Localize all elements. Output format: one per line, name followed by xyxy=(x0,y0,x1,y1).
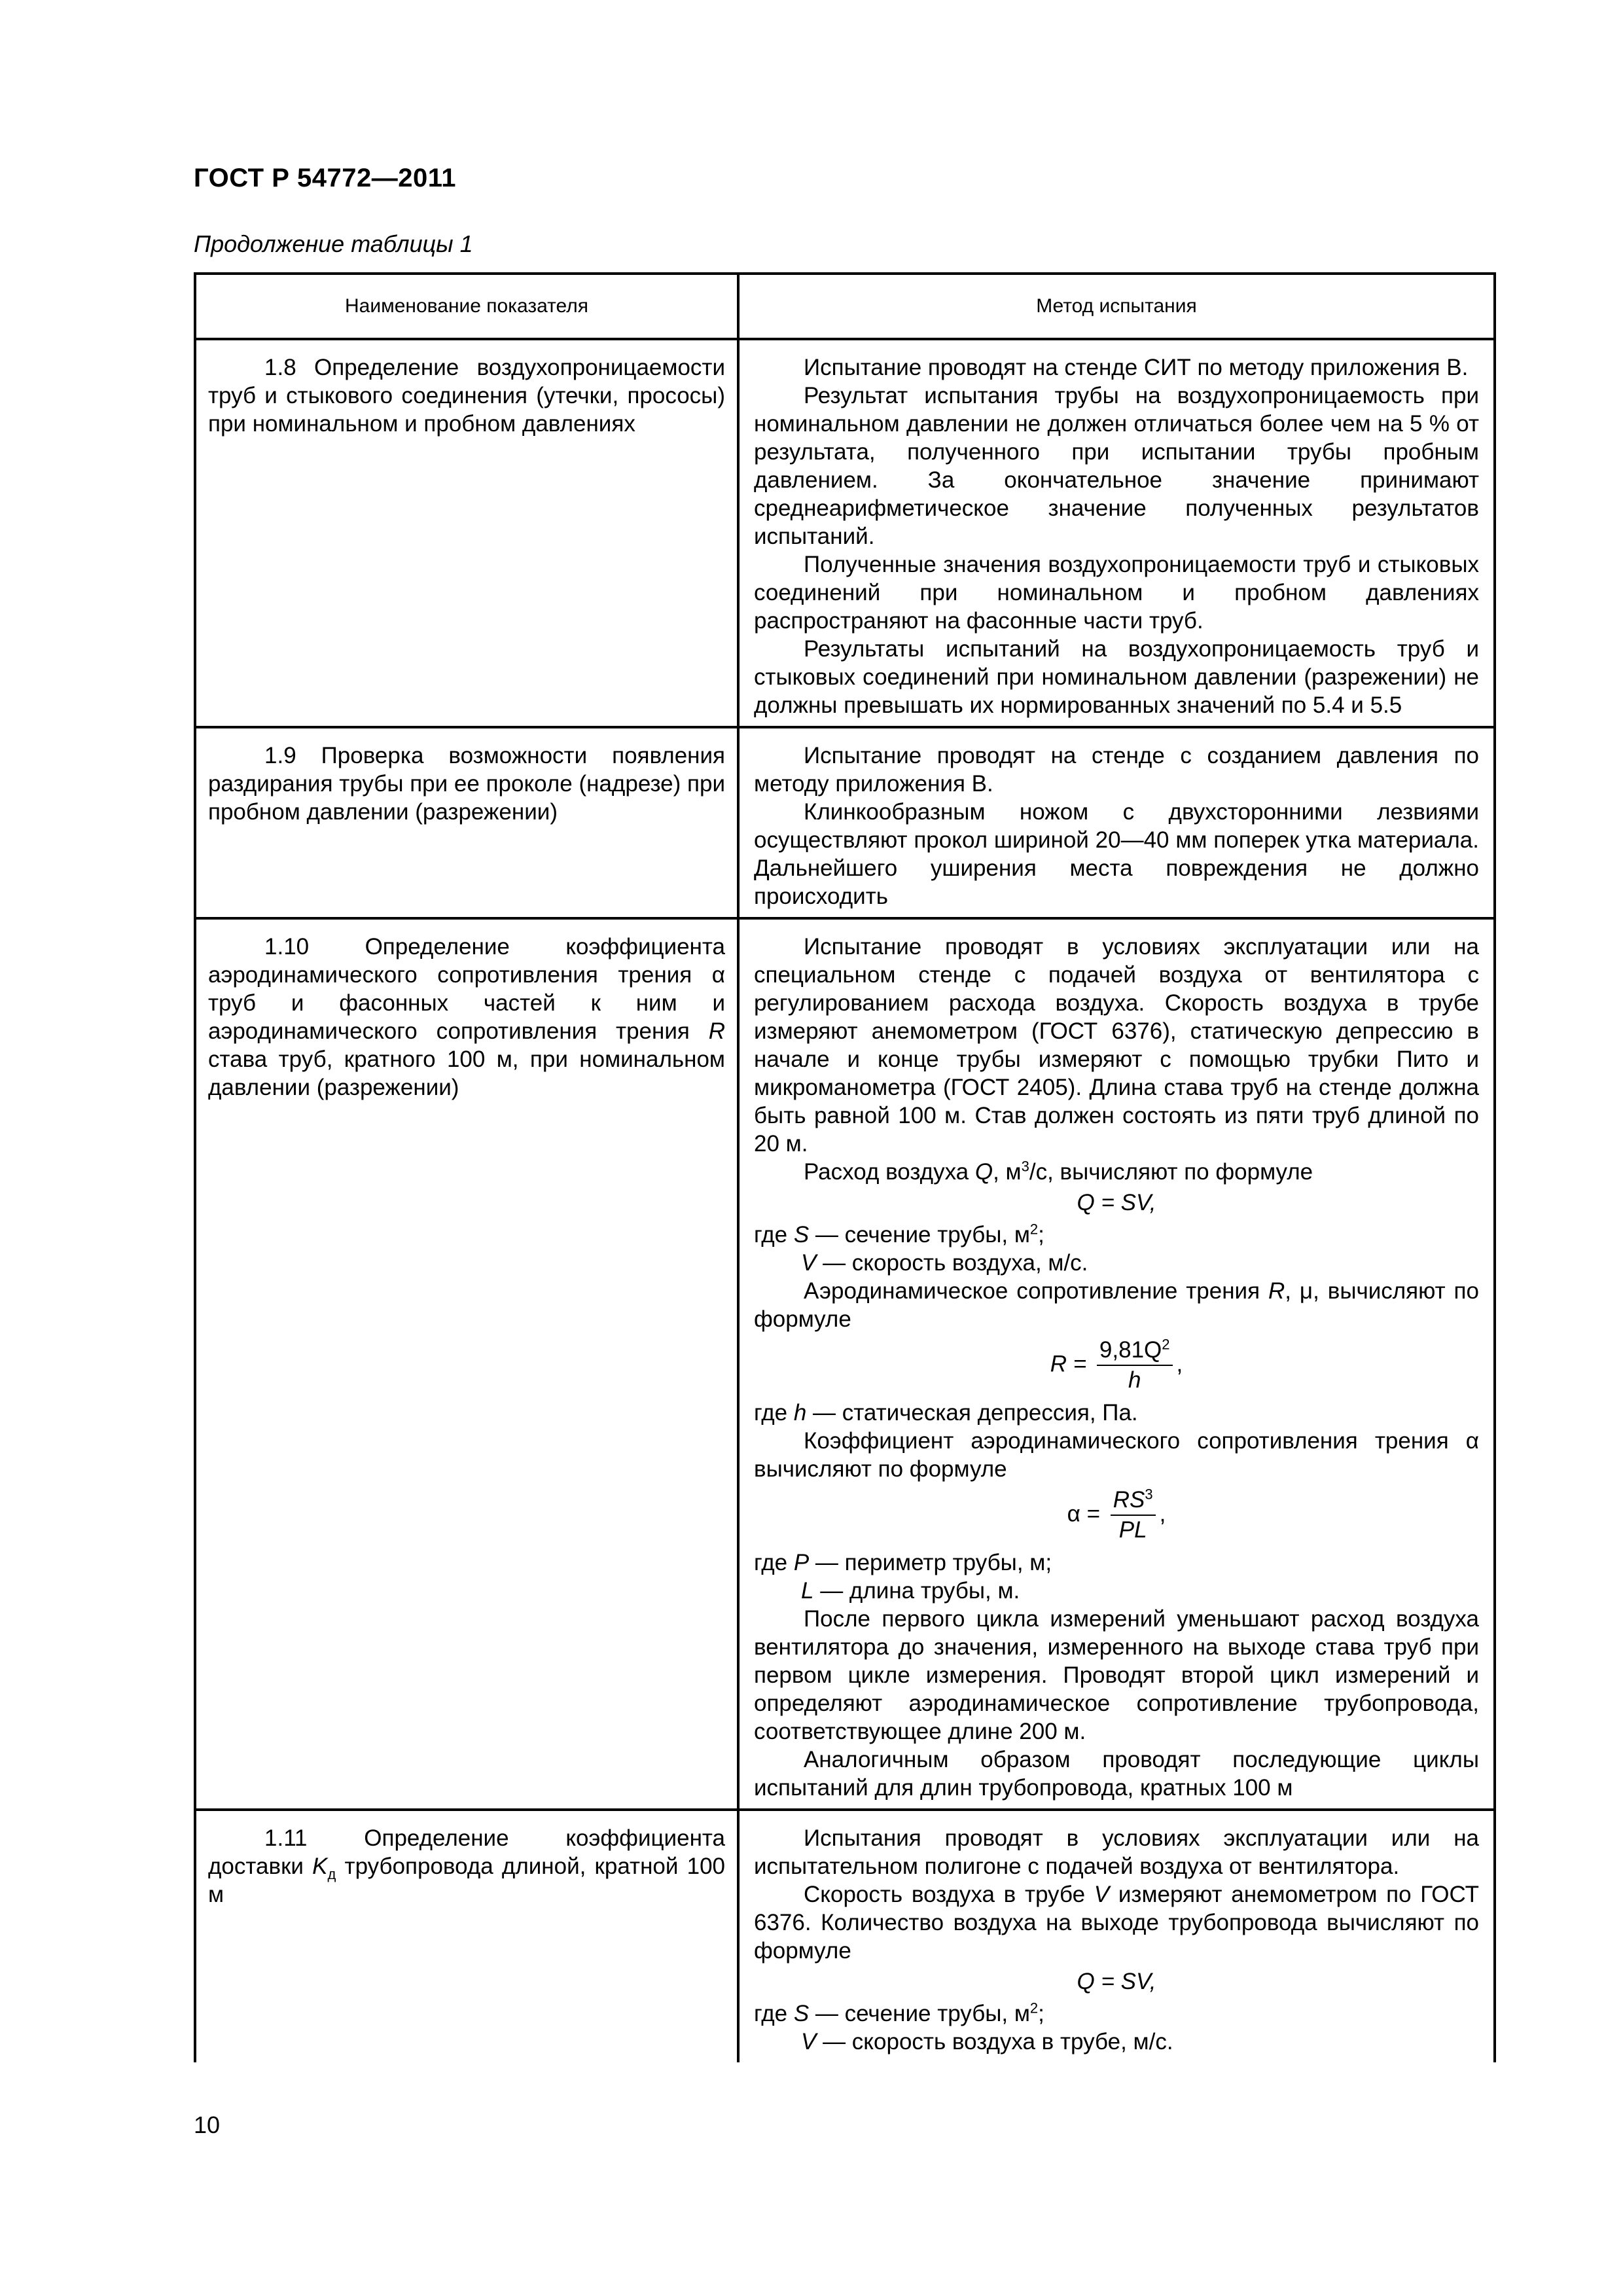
method-paragraph: Результат испытания трубы на воздухопроницаемость при номинальном давлении не должен отличаться более чем на 5 % от результата, полученного при испытании трубы пробным давлением. За окончательное значение принимают среднеарифметическое значение полученных результатов испытаний. xyxy=(754,383,1479,549)
indicator-cell xyxy=(195,339,738,727)
indicator-text: 1.11 Определение коэффициента доставки $K_д$ трубопровода длиной, кратной 100 м xyxy=(208,1825,725,1907)
table-row xyxy=(195,918,1495,1810)
indicator-text: 1.8 Определение воздухопроницаемости труб и стыкового соединения (утечки, прососы) при номинальном и пробном давлениях xyxy=(208,355,725,437)
indicator-text: 1.10 Определение коэффициента аэродинамического сопротивления трения α труб и фасонных частей к ним и аэродинамического сопротивления трения R става труб, кратного 100 м, при номинальном давлении (разрежении) xyxy=(208,934,725,1100)
table-row xyxy=(195,727,1495,918)
formula-flow: Q = SV, xyxy=(1077,1969,1156,1994)
method-paragraph: Клинкообразным ножом с двухсторонними лезвиями осуществляют прокол шириной 20—40 мм поперек утка материала. Дальнейшего уширения места повреждения не должно происходить xyxy=(754,799,1479,909)
indicator-cell xyxy=(195,1810,738,2062)
method-paragraph: После первого цикла измерений уменьшают расход воздуха вентилятора до значения, измеренного на выходе става труб при первом цикле измерения. Проводят второй цикл измерений и определяют аэродинамическое сопротивление трубопровода, соответствующее длине 200 м. xyxy=(754,1606,1479,1744)
method-paragraph: Скорость воздуха в трубе V измеряют анемометром по ГОСТ 6376. Количество воздуха на выходе трубопровода вычисляют по формуле xyxy=(754,1882,1480,1964)
method-cell xyxy=(738,918,1495,1810)
formula-alpha: α = $\frac{RS^3}{PL}$ , xyxy=(754,1486,1479,1545)
method-paragraph: Аналогичным образом проводят последующие циклы испытаний для длин трубопровода, кратных 100 м xyxy=(754,1747,1479,1801)
indicator-cell xyxy=(195,918,738,1810)
legend-line: V — скорость воздуха в трубе, м/с. xyxy=(801,2029,1173,2054)
table-row xyxy=(195,339,1495,727)
indicators-table xyxy=(194,272,1496,2062)
legend-line: где S — сечение трубы, $м^2$; xyxy=(754,1221,1044,1247)
table-header-row xyxy=(195,274,1495,339)
document-number: ГОСТ Р 54772—2011 xyxy=(194,164,456,192)
fraction: $\frac{RS^3}{PL}$ xyxy=(1111,1486,1156,1545)
method-cell xyxy=(738,339,1495,727)
method-paragraph: Испытание проводят в условиях эксплуатации или на специальном стенде с подачей воздуха от вентилятора с регулированием расхода воздуха. Скорость воздуха в трубе измеряют анемометром (ГОСТ 6376), статическую депрессию в начале и конце трубы измеряют с помощью трубки Пито и микроманометра (ГОСТ 2405). Длина става труб на стенде должна быть равной 100 м. Став должен состоять из пяти труб длиной по 20 м. xyxy=(754,934,1479,1157)
legend-line: L — длина трубы, м. xyxy=(801,1578,1020,1604)
formula-resistance: R = $\frac{9,81Q^2}{h}$ , xyxy=(754,1336,1479,1395)
method-cell xyxy=(738,1810,1495,2062)
indicator-text: 1.9 Проверка возможности появления раздирания трубы при ее проколе (надрезе) при пробном давлении (разрежении) xyxy=(208,743,725,825)
table-row xyxy=(195,1810,1495,2062)
legend-line: где P — периметр трубы, м; xyxy=(754,1550,1052,1575)
legend-line: где S — сечение трубы, $м^2$; xyxy=(754,2000,1044,2026)
column-header-indicator: Наименование показателя xyxy=(195,274,738,339)
formula-flow: Q = SV, xyxy=(1077,1190,1156,1215)
column-header-method: Метод испытания xyxy=(738,274,1495,339)
method-paragraph: Расход воздуха Q, $м^3/с$, вычисляют по формуле xyxy=(804,1158,1313,1185)
method-paragraph: Полученные значения воздухопроницаемости труб и стыковых соединений при номинальном и пробном давлениях распространяют на фасонные части труб. xyxy=(754,552,1479,634)
page-number: 10 xyxy=(194,2111,221,2138)
method-paragraph: Коэффициент аэродинамического сопротивления трения α вычисляют по формуле xyxy=(754,1428,1479,1482)
table-caption: Продолжение таблицы 1 xyxy=(194,230,473,257)
method-cell xyxy=(738,727,1495,918)
method-paragraph: Испытание проводят на стенде СИТ по методу приложения В. xyxy=(804,355,1469,380)
legend-line: V — скорость воздуха, м/с. xyxy=(801,1250,1088,1276)
legend-line: где h — статическая депрессия, Па. xyxy=(754,1400,1138,1426)
method-paragraph: Аэродинамическое сопротивление трения R, μ, вычисляют по формуле xyxy=(754,1278,1479,1332)
method-paragraph: Испытания проводят в условиях эксплуатации или на испытательном полигоне с подачей воздуха от вентилятора. xyxy=(754,1825,1479,1879)
method-paragraph: Результаты испытаний на воздухопроницаемость труб и стыковых соединений при номинальном давлении (разрежении) не должны превышать их нормированных значений по 5.4 и 5.5 xyxy=(754,636,1479,718)
method-paragraph: Испытание проводят на стенде с созданием давления по методу приложения В. xyxy=(754,743,1479,797)
fraction: $\frac{9,81Q^2}{h}$ xyxy=(1097,1336,1173,1395)
indicator-cell xyxy=(195,727,738,918)
